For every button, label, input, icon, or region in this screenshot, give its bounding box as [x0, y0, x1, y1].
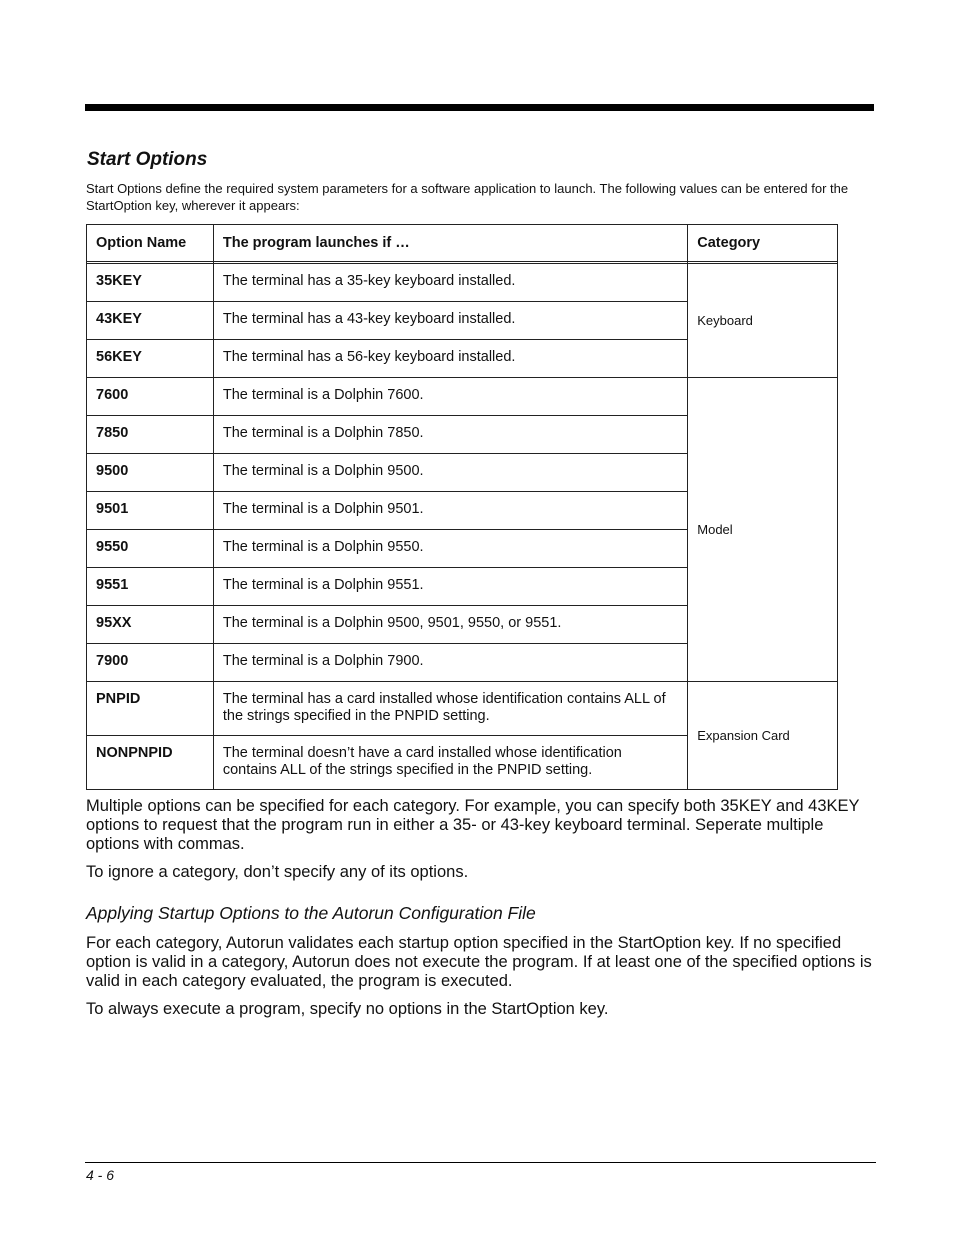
- option-description: The terminal doesn’t have a card installed whose identification contains ALL of the strings specified in the PNPID setting.: [213, 736, 687, 790]
- option-name: NONPNPID: [87, 736, 214, 790]
- option-description: The terminal is a Dolphin 7850.: [213, 416, 687, 454]
- option-name: 9500: [87, 454, 214, 492]
- intro-paragraph: Start Options define the required system parameters for a software application to launch. The following values can be entered for the StartOption key, wherever it appears:: [86, 181, 849, 213]
- option-description: The terminal has a card installed whose identification contains ALL of the strings specified in the PNPID setting.: [213, 682, 687, 736]
- footer-rule: [85, 1162, 876, 1163]
- option-description: The terminal is a Dolphin 7900.: [213, 644, 687, 682]
- option-name: 7900: [87, 644, 214, 682]
- option-description: The terminal has a 35-key keyboard installed.: [213, 264, 687, 302]
- option-name: 7600: [87, 378, 214, 416]
- option-name: 35KEY: [87, 264, 214, 302]
- category-model: Model: [688, 378, 838, 682]
- option-name: 56KEY: [87, 340, 214, 378]
- header-rule: [85, 104, 874, 111]
- option-description: The terminal is a Dolphin 7600.: [213, 378, 687, 416]
- start-options-table: [86, 224, 838, 790]
- option-name: 9501: [87, 492, 214, 530]
- option-description: The terminal is a Dolphin 9500, 9501, 9550, or 9551.: [213, 606, 687, 644]
- always-execute-paragraph: To always execute a program, specify no options in the StartOption key.: [86, 1000, 609, 1018]
- option-description: The terminal is a Dolphin 9551.: [213, 568, 687, 606]
- option-name: PNPID: [87, 682, 214, 736]
- category-keyboard: Keyboard: [688, 264, 838, 378]
- subheading: Applying Startup Options to the Autorun Configuration File: [86, 903, 536, 923]
- validation-paragraph: For each category, Autorun validates each startup option specified in the StartOption key. If no specified option is valid in a category, Autorun does not execute the program. If at least one of the specified options is valid in each category evaluated, the program is executed.: [86, 934, 872, 990]
- header-launch-condition: The program launches if …: [213, 225, 687, 262]
- table-row: [87, 378, 838, 416]
- header-option-name: Option Name: [87, 225, 214, 262]
- table-row: [87, 264, 838, 302]
- option-name: 43KEY: [87, 302, 214, 340]
- table-header-row: [87, 225, 838, 262]
- category-expansion-card: Expansion Card: [688, 682, 838, 790]
- section-title: Start Options: [87, 149, 208, 170]
- option-name: 9551: [87, 568, 214, 606]
- option-description: The terminal is a Dolphin 9500.: [213, 454, 687, 492]
- option-name: 95XX: [87, 606, 214, 644]
- option-description: The terminal is a Dolphin 9550.: [213, 530, 687, 568]
- header-category: Category: [688, 225, 838, 262]
- option-description: The terminal has a 43-key keyboard installed.: [213, 302, 687, 340]
- page-number: 4 - 6: [86, 1167, 115, 1183]
- multiple-options-paragraph: Multiple options can be specified for each category. For example, you can specify both 35KEY and 43KEY options to request that the program run in either a 35- or 43-key keyboard terminal. Seperate multiple options with commas.: [86, 797, 860, 853]
- table-row: [87, 682, 838, 736]
- option-name: 7850: [87, 416, 214, 454]
- option-name: 9550: [87, 530, 214, 568]
- option-description: The terminal is a Dolphin 9501.: [213, 492, 687, 530]
- option-description: The terminal has a 56-key keyboard installed.: [213, 340, 687, 378]
- ignore-category-paragraph: To ignore a category, don’t specify any of its options.: [86, 863, 469, 881]
